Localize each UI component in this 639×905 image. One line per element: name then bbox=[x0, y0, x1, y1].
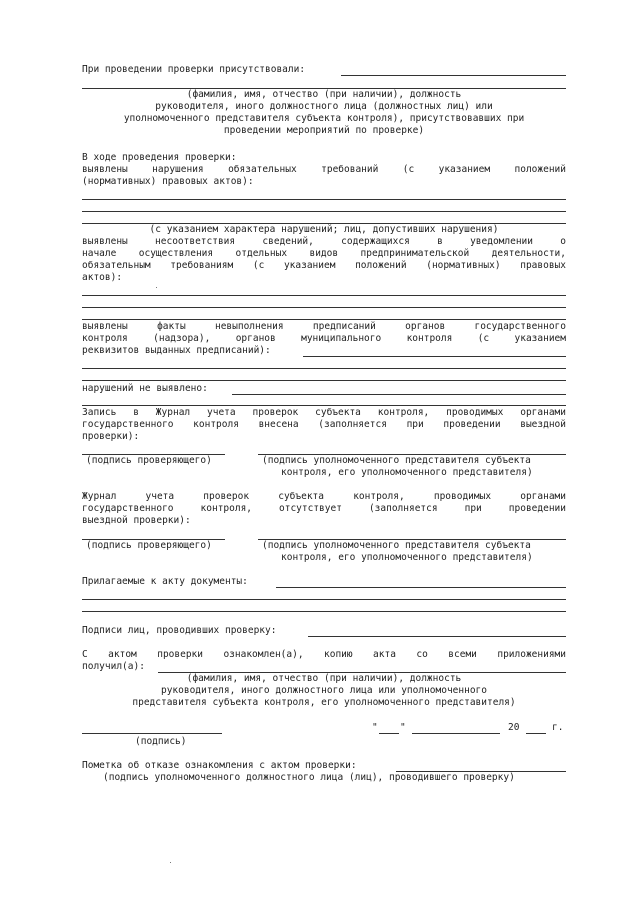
journal-absent-line-1: Журнал учета проверок субъекта контроля, проводимых органами bbox=[82, 491, 566, 502]
inconsistencies-field-line-2[interactable] bbox=[82, 307, 566, 308]
date-quote-open: " bbox=[372, 722, 378, 733]
violations-field-line-1[interactable] bbox=[82, 199, 566, 200]
orders-field-line-1[interactable] bbox=[303, 356, 566, 357]
scan-speck bbox=[156, 287, 157, 288]
date-year-prefix: 20 bbox=[508, 722, 520, 733]
violations-caption: (с указанием характера нарушений; лиц, допустивших нарушения) bbox=[149, 224, 499, 235]
orders-text bbox=[82, 321, 566, 345]
signatures-label: Подписи лиц, проводивших проверку: bbox=[82, 625, 277, 636]
orders-line-3: реквизитов выданных предписаний): bbox=[82, 345, 271, 356]
journal-absent-line-2: государственного контроля, отсутствует (заполняется при проведении bbox=[82, 503, 566, 514]
date-year-field[interactable] bbox=[526, 733, 546, 734]
present-field-line[interactable] bbox=[341, 75, 566, 76]
orders-field-line-3[interactable] bbox=[82, 380, 566, 381]
violations-line-1: выявлены нарушения обязательных требований (с указанием положений bbox=[82, 164, 566, 175]
journal-absent-representative-caption-1: (подпись уполномоченного представителя субъекта bbox=[262, 540, 531, 551]
inconsistencies-line-4: актов): bbox=[82, 272, 123, 283]
scan-speck-bottom bbox=[170, 862, 171, 863]
inconsistencies-field-line-3[interactable] bbox=[82, 319, 566, 320]
signature-line[interactable] bbox=[82, 733, 222, 734]
journal-absent-text bbox=[82, 491, 566, 515]
present-caption-3: уполномоченного представителя субъекта контроля), присутствовавших при bbox=[123, 113, 525, 124]
acknowledged-caption-3: представителя субъекта контроля, его уполномоченного представителя) bbox=[132, 697, 516, 708]
inconsistencies-line-3: обязательным требованиям (с указанием положений (нормативных) правовых bbox=[82, 260, 566, 271]
inconsistencies-text bbox=[82, 236, 566, 272]
present-caption-1: (фамилия, имя, отчество (при наличии), должность bbox=[186, 89, 462, 100]
inconsistencies-line-2: начале осуществления отдельных видов предпринимательской деятельности, bbox=[82, 248, 566, 259]
orders-field-line-2[interactable] bbox=[82, 368, 566, 369]
date-day-field[interactable] bbox=[379, 733, 399, 734]
journal-entry-line-1: Запись в Журнал учета проверок субъекта контроля, проводимых органами bbox=[82, 407, 566, 418]
refusal-label: Пометка об отказе ознакомления с актом проверки: bbox=[82, 760, 357, 771]
acknowledged-text bbox=[82, 649, 566, 661]
present-caption-2: руководителя, иного должностного лица (должностных лиц) или bbox=[155, 101, 493, 112]
signature-caption: (подпись) bbox=[135, 736, 187, 747]
journal-entry-line-2: государственного контроля внесена (заполняется при проведении выездной bbox=[82, 419, 566, 430]
orders-line-1: выявлены факты невыполнения предписаний органов государственного bbox=[82, 321, 566, 332]
journal-absent-line-3: выездной проверки): bbox=[82, 515, 191, 526]
attached-field-line-2[interactable] bbox=[82, 599, 566, 600]
acknowledged-line-2: получил(а): bbox=[82, 661, 145, 672]
violations-field-line-2[interactable] bbox=[82, 211, 566, 212]
journal-absent-representative-caption-2: контроля, его уполномоченного представителя) bbox=[281, 552, 533, 563]
journal-entry-text bbox=[82, 407, 566, 431]
refusal-caption: (подпись уполномоченного должностного лица (лиц), проводившего проверку) bbox=[103, 772, 515, 783]
section-divider-line bbox=[82, 405, 566, 406]
journal-absent-inspector-caption: (подпись проверяющего) bbox=[86, 540, 212, 551]
date-year-suffix: г. bbox=[552, 722, 564, 733]
inconsistencies-field-line-1[interactable] bbox=[82, 295, 566, 296]
attached-field-line-1[interactable] bbox=[276, 587, 566, 588]
present-caption-4: проведении мероприятий по проверке) bbox=[223, 125, 425, 136]
journal-entry-inspector-caption: (подпись проверяющего) bbox=[86, 455, 212, 466]
journal-entry-representative-caption-2: контроля, его уполномоченного представителя) bbox=[281, 467, 533, 478]
attached-label: Прилагаемые к акту документы: bbox=[82, 576, 248, 587]
acknowledged-caption-2: руководителя, иного должностного лица или уполномоченного bbox=[160, 685, 487, 696]
journal-entry-line-3: проверки): bbox=[82, 431, 140, 442]
none-found-label: нарушений не выявлено: bbox=[82, 383, 208, 394]
attached-field-line-3[interactable] bbox=[82, 611, 566, 612]
acknowledged-caption-1: (фамилия, имя, отчество (при наличии), должность bbox=[186, 673, 462, 684]
journal-entry-representative-caption-1: (подпись уполномоченного представителя субъекта bbox=[262, 455, 531, 466]
violations-line-2: (нормативных) правовых актов): bbox=[82, 176, 254, 187]
present-label: При проведении проверки присутствовали: bbox=[82, 64, 306, 75]
orders-line-2: контроля (надзора), органов муниципального контроля (с указанием bbox=[82, 333, 566, 344]
signatures-field-line[interactable] bbox=[308, 636, 566, 637]
date-month-field[interactable] bbox=[412, 733, 500, 734]
violations-text bbox=[82, 164, 566, 176]
none-found-field-line[interactable] bbox=[232, 394, 566, 395]
acknowledged-line-1: С актом проверки ознакомлен(а), копию акта со всеми приложениями bbox=[82, 649, 566, 660]
during-heading: В ходе проведения проверки: bbox=[82, 152, 237, 163]
date-quote-close: " bbox=[400, 722, 406, 733]
inconsistencies-line-1: выявлены несоответствия сведений, содержащихся в уведомлении о bbox=[82, 236, 566, 247]
